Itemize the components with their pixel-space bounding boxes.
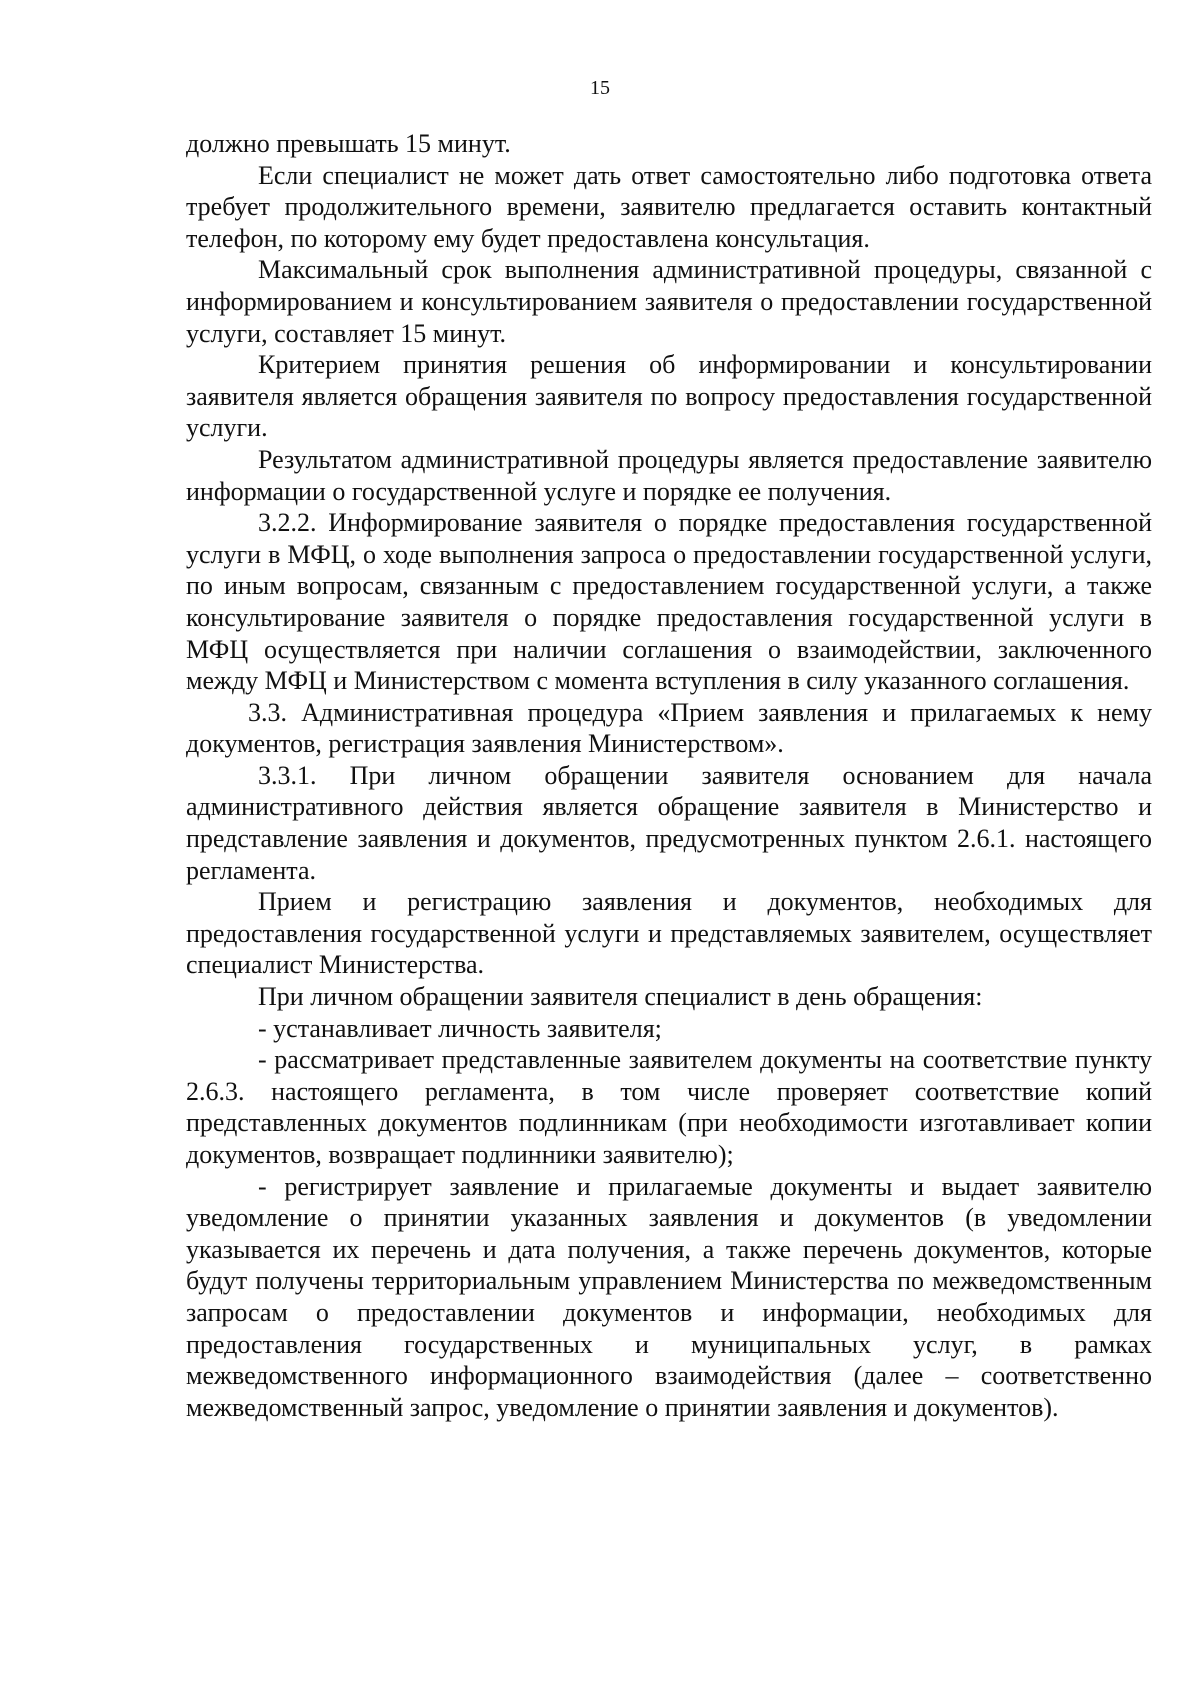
list-item-identity: - устанавливает личность заявителя;	[258, 1013, 662, 1043]
paragraph-section-3-2-2: 3.2.2. Информирование заявителя о порядке предоставления государственной услуги в МФЦ, о ходе выполнения запроса о предоставлении государственной услуги, по иным вопросам, связанным с предоставлением государственной услуги, а также консультирование заявителя о порядке предоставления государственной услуги в МФЦ осуществляется при наличии соглашения о взаимодействии, заключенного между МФЦ и Министерством с момента вступления в силу указанного соглашения.	[186, 508, 1152, 696]
page-number: 15	[590, 77, 610, 99]
paragraph-decision-criterion: Критерием принятия решения об информировании и консультировании заявителя является обращения заявителя по вопросу предоставления государственной услуги.	[186, 350, 1152, 443]
paragraph-procedure-result: Результатом административной процедуры является предоставление заявителю информации о государственной услуге и порядке ее получения.	[186, 444, 1152, 506]
document-body	[186, 128, 1152, 1423]
paragraph-personal-appeal: При личном обращении заявителя специалист в день обращения:	[258, 982, 983, 1012]
paragraph-specialist-cannot-answer: Если специалист не может дать ответ самостоятельно либо подготовка ответа требует продолжительного времени, заявителю предлагается оставить контактный телефон, по которому ему будет предоставлена консультация.	[186, 160, 1152, 253]
paragraph-continuation: должно превышать 15 минут.	[186, 129, 511, 158]
paragraph-section-3-3-1: 3.3.1. При личном обращении заявителя основанием для начала административного действия является обращение заявителя в Министерство и представление заявления и документов, предусмотренных пунктом 2.6.1. настоящего регламента.	[186, 760, 1152, 885]
list-item-review-documents: - рассматривает представленные заявителем документы на соответствие пункту 2.6.3. настоящего регламента, в том числе проверяет соответствие копий представленных документов подлинникам (при необходимости изготавливает копии документов, возвращает подлинники заявителю);	[186, 1045, 1152, 1169]
paragraph-section-3-3: 3.3. Административная процедура «Прием заявления и прилагаемых к нему документов, регистрация заявления Министерством».	[186, 697, 1152, 759]
list-item-register-application: - регистрирует заявление и прилагаемые документы и выдает заявителю уведомление о принятии указанных заявления и документов (в уведомлении указывается их перечень и дата получения, а также перечень документов, которые будут получены территориальным управлением Министерства по межведомственным запросам о предоставлении документов и информации, необходимых для предоставления государственных и муниципальных услуг, в рамках межведомственного информационного взаимодействия (далее – соответственно межведомственный запрос, уведомление о принятии заявления и документов).	[186, 1171, 1152, 1422]
paragraph-reception-registration: Прием и регистрацию заявления и документов, необходимых для предоставления государственной услуги и представляемых заявителем, осуществляет специалист Министерства.	[186, 887, 1152, 980]
paragraph-max-duration: Максимальный срок выполнения административной процедуры, связанной с информированием и консультированием заявителя о предоставлении государственной услуги, составляет 15 минут.	[186, 255, 1152, 348]
